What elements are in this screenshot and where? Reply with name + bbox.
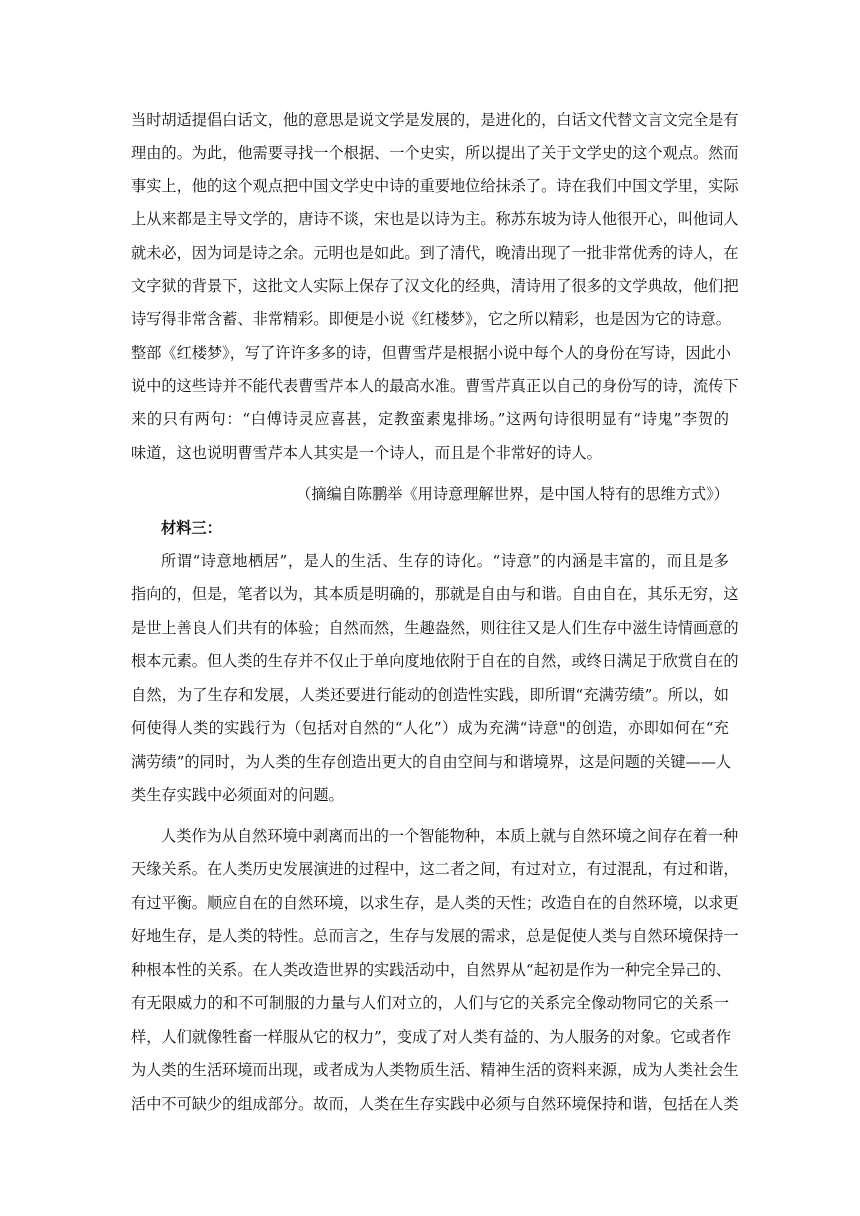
para3-line-2: 天缘关系。在人类历史发展演进的过程中，这二者之间，有过对立，有过混乱，有过和谐， [131, 860, 739, 878]
para1-line-7: 诗写得非常含蓄、非常精彩。即便是小说《红楼梦》，它之所以精彩，也是因为它的诗意。 [131, 310, 731, 328]
para1-line-3: 事实上，他的这个观点把中国文学史中诗的重要地位给抹杀了。诗在我们中国文学里，实际 [131, 177, 739, 195]
para3-line-5: 种根本性的关系。在人类改造世界的实践活动中，自然界从“起初是作为一种完全异己的、 [131, 961, 732, 979]
para3-line-7: 样，人们就像牲畜一样服从它的权力”，变成了对人类有益的、为人服务的对象。它或者作 [131, 1028, 732, 1046]
para2-line-3: 是世上善良人们共有的体验；自然而然，生趣盎然，则往往又是人们生存中滋生诗情画意的 [131, 619, 739, 637]
para1-line-11: 味道，这也说明曹雪芹本人其实是一个诗人，而且是个非常好的诗人。 [131, 444, 602, 462]
para2-line-7: 满劳绩”的同时，为人类的生存创造出更大的自由空间与和谐境界，这是问题的关键——人 [131, 753, 732, 771]
para3-line-1: 人类作为从自然环境中剥离而出的一个智能物种，本质上就与自然环境之间存在着一种 [161, 827, 739, 845]
para3-line-8: 为人类的生活环境而出现，或者成为人类物质生活、精神生活的资料来源，成为人类社会生 [131, 1061, 739, 1079]
para2-line-6: 何使得人类的实践行为（包括对自然的“人化”）成为充满“诗意"的创造，亦即如何在“充 [131, 719, 729, 737]
para1-line-9: 说中的这些诗并不能代表曹雪芹本人的最高水准。曹雪芹真正以自己的身份写的诗，流传下 [131, 377, 739, 395]
para2-line-8: 类生存实践中必须面对的问题。 [131, 786, 344, 804]
para1-line-1: 当时胡适提倡白话文，他的意思是说文学是发展的，是进化的，白话文代替文言文完全是有 [131, 111, 739, 129]
para1-line-2: 理由的。为此，他需要寻找一个根据、一个史实，所以提出了关于文学史的这个观点。然而 [131, 144, 739, 162]
para3-line-6: 有无限威力的和不可制服的力量与人们对立的，人们与它的关系完全像动物同它的关系一 [131, 994, 729, 1012]
para2-line-5: 自然，为了生存和发展，人类还要进行能动的创造性实践，即所谓“充满劳绩”。所以，如 [131, 686, 729, 704]
para2-line-1: 所谓“诗意地栖居”，是人的生活、生存的诗化。“诗意”的内涵是丰富的，而且是多 [161, 552, 729, 570]
para1-line-5: 就未必，因为词是诗之余。元明也是如此。到了清代，晚清出现了一批非常优秀的诗人，在 [131, 244, 739, 262]
para1-line-8: 整部《红楼梦》，写了许许多多的诗，但曹雪芹是根据小说中每个人的身份在写诗，因此小 [131, 344, 731, 362]
para3-line-4: 好地生存，是人类的特性。总而言之，生存与发展的需求，总是促使人类与自然环境保持一 [131, 927, 739, 945]
source-citation: （摘编自陈鹏举《用诗意理解世界，是中国人特有的思维方式》） [296, 485, 729, 503]
section-heading: 材料三： [161, 519, 222, 537]
para1-line-10: 来的只有两句：“白傅诗灵应喜甚，定教蛮素鬼排场。”这两句诗很明显有“诗鬼”李贺的 [131, 410, 729, 428]
para2-line-4: 根本元素。但人类的生存并不仅止于单向度地依附于自在的自然，或终日满足于欣赏自在的 [131, 652, 739, 670]
para1-line-6: 文字狱的背景下，这批文人实际上保存了汉文化的经典，清诗用了很多的文学典故，他们把 [131, 277, 739, 295]
para3-line-3: 有过平衡。顺应自在的自然环境，以求生存，是人类的天性；改造自在的自然环境，以求更 [131, 894, 739, 912]
para1-line-4: 上从来都是主导文学的，唐诗不谈，宋也是以诗为主。称苏东坡为诗人他很开心，叫他词人 [131, 210, 739, 228]
para2-line-2: 指向的，但是，笔者以为，其本质是明确的，那就是自由与和谐。自由自在，其乐无穷，这 [131, 585, 739, 603]
para3-line-9: 活中不可缺少的组成部分。故而，人类在生存实践中必须与自然环境保持和谐，包括在人类 [131, 1095, 739, 1113]
